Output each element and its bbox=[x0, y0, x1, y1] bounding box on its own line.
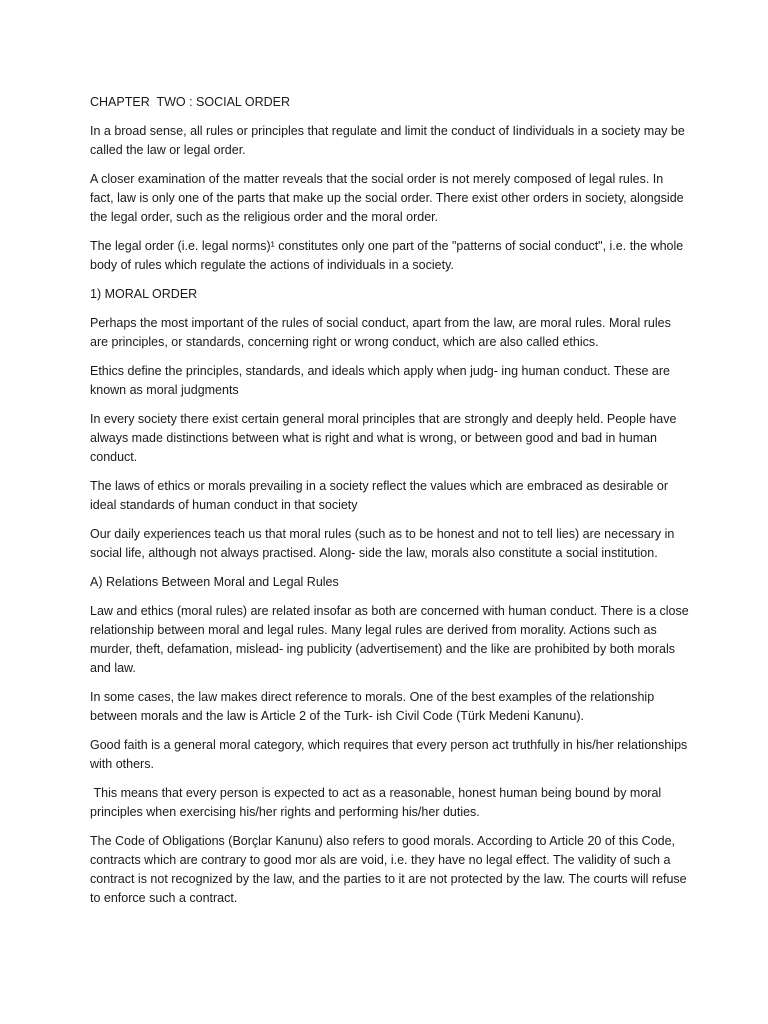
paragraph: Perhaps the most important of the rules of social conduct, apart from the law, are moral rules. Moral rules are principles, or standards, concerning right or wrong conduct, which are also called ethics. bbox=[90, 316, 675, 349]
paragraph: A closer examination of the matter reveals that the social order is not merely composed of legal rules. In fact, law is only one of the parts that make up the social order. There exist other orders in society, alongside the legal order, such as the religious order and the moral order. bbox=[90, 172, 688, 224]
subsection-heading-relations: A) Relations Between Moral and Legal Rules bbox=[90, 575, 339, 589]
paragraph: In a broad sense, all rules or principles that regulate and limit the conduct of Iindividuals in a society may be called the law or legal order. bbox=[90, 124, 689, 157]
paragraph: Good faith is a general moral category, which requires that every person act truthfully in his/her relationships with others. bbox=[90, 738, 691, 771]
paragraph: In every society there exist certain general moral principles that are strongly and deeply held. People have always made distinctions between what is right and what is wrong, or between good and bad in human conduct. bbox=[90, 412, 680, 464]
paragraph: This means that every person is expected to act as a reasonable, honest human being bound by moral principles when exercising his/her rights and performing his/her duties. bbox=[90, 786, 665, 819]
paragraph: Law and ethics (moral rules) are related insofar as both are concerned with human conduct. There is a close relationship between moral and legal rules. Many legal rules are derived from morality. Actions such as murder, theft, defamation, mislead- ing publicity (advertisement) and the like are prohibited by both morals and law. bbox=[90, 604, 693, 675]
section-heading-moral-order: 1) MORAL ORDER bbox=[90, 287, 198, 301]
paragraph: The laws of ethics or morals prevailing in a society reflect the values which are embraced as desirable or ideal standards of human conduct in that society bbox=[90, 479, 672, 512]
paragraph: The Code of Obligations (Borçlar Kanunu) also refers to good morals. According to Article 20 of this Code, contracts which are contrary to good mor als are void, i.e. they have no legal effect. The validity of such a contract is not recognized by the law, and the parties to it are not protected by the law. The courts will refuse to enforce such a contract. bbox=[90, 834, 691, 905]
paragraph: Ethics define the principles, standards, and ideals which apply when judg- ing human conduct. These are known as moral judgments bbox=[90, 364, 674, 397]
paragraph: Our daily experiences teach us that moral rules (such as to be honest and not to tell lies) are necessary in social life, although not always practised. Along- side the law, morals also constitute a social institution. bbox=[90, 527, 678, 560]
chapter-title: CHAPTER TWO : SOCIAL ORDER bbox=[90, 95, 291, 109]
paragraph: The legal order (i.e. legal norms)¹ constitutes only one part of the "patterns of social conduct", i.e. the whole body of rules which regulate the actions of individuals in a society. bbox=[90, 239, 687, 272]
paragraph: In some cases, the law makes direct reference to morals. One of the best examples of the relationship between morals and the law is Article 2 of the Turk- ish Civil Code (Türk Medeni Kanunu). bbox=[90, 690, 658, 723]
document-page bbox=[90, 93, 693, 918]
